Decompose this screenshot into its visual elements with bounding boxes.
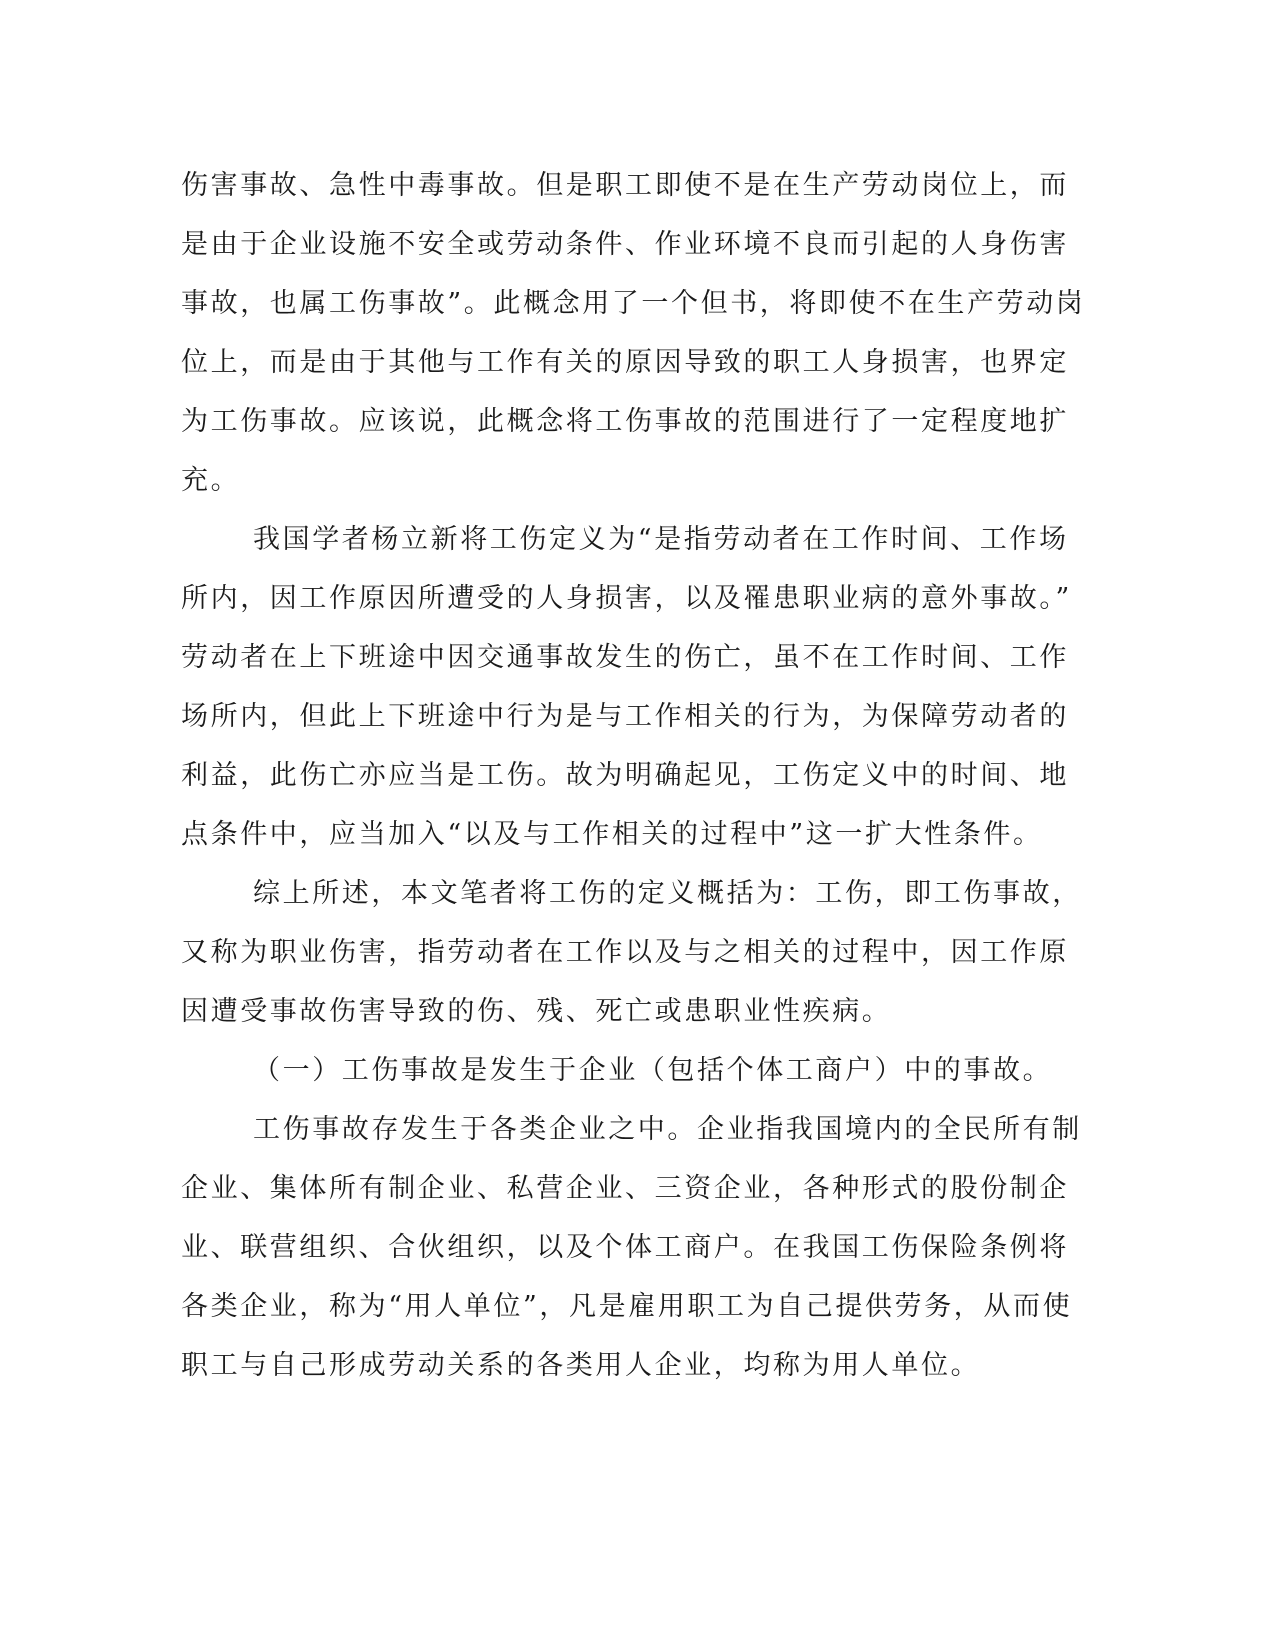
text-line: 场所内，但此上下班途中行为是与工作相关的行为，为保障劳动者的 [181, 701, 1069, 732]
text-line: 因遭受事故伤害导致的伤、残、死亡或患职业性疾病。 [181, 996, 892, 1027]
text-line: 职工与自己形成劳动关系的各类用人企业，均称为用人单位。 [181, 1350, 981, 1381]
document-body [181, 156, 1086, 1395]
paragraph-start-line: 综上所述，本文笔者将工伤的定义概括为：工伤，即工伤事故， [253, 878, 1082, 909]
text-line: 业、联营组织、合伙组织，以及个体工商户。在我国工伤保险条例将 [181, 1232, 1069, 1263]
text-line: 是由于企业设施不安全或劳动条件、作业环境不良而引起的人身伤害 [181, 229, 1069, 260]
text-line: 点条件中，应当加入“以及与工作相关的过程中”这一扩大性条件。 [181, 819, 1043, 850]
text-line: 又称为职业伤害，指劳动者在工作以及与之相关的过程中，因工作原 [181, 937, 1069, 968]
text-line: 所内，因工作原因所遭受的人身损害，以及罹患职业病的意外事故。” [181, 583, 1072, 614]
paragraph-start-line: 我国学者杨立新将工伤定义为“是指劳动者在工作时间、工作场 [253, 524, 1069, 555]
text-line: 事故，也属工伤事故”。此概念用了一个但书，将即使不在生产劳动岗 [181, 288, 1086, 319]
text-line: 为工伤事故。应该说，此概念将工伤事故的范围进行了一定程度地扩 [181, 406, 1069, 437]
text-line: 各类企业，称为“用人单位”，凡是雇用职工为自己提供劳务，从而使 [181, 1291, 1073, 1322]
text-line: 劳动者在上下班途中因交通事故发生的伤亡，虽不在工作时间、工作 [181, 642, 1069, 673]
text-line: 充。 [181, 465, 241, 496]
text-line: 伤害事故、急性中毒事故。但是职工即使不是在生产劳动岗位上，而 [181, 170, 1069, 201]
text-line: 利益，此伤亡亦应当是工伤。故为明确起见，工伤定义中的时间、地 [181, 760, 1069, 791]
section-heading: （一）工伤事故是发生于企业（包括个体工商户）中的事故。 [253, 1055, 1053, 1086]
paragraph-start-line: 工伤事故存发生于各类企业之中。企业指我国境内的全民所有制 [253, 1114, 1082, 1145]
text-line: 位上，而是由于其他与工作有关的原因导致的职工人身损害，也界定 [181, 347, 1069, 378]
text-line: 企业、集体所有制企业、私营企业、三资企业，各种形式的股份制企 [181, 1173, 1069, 1204]
